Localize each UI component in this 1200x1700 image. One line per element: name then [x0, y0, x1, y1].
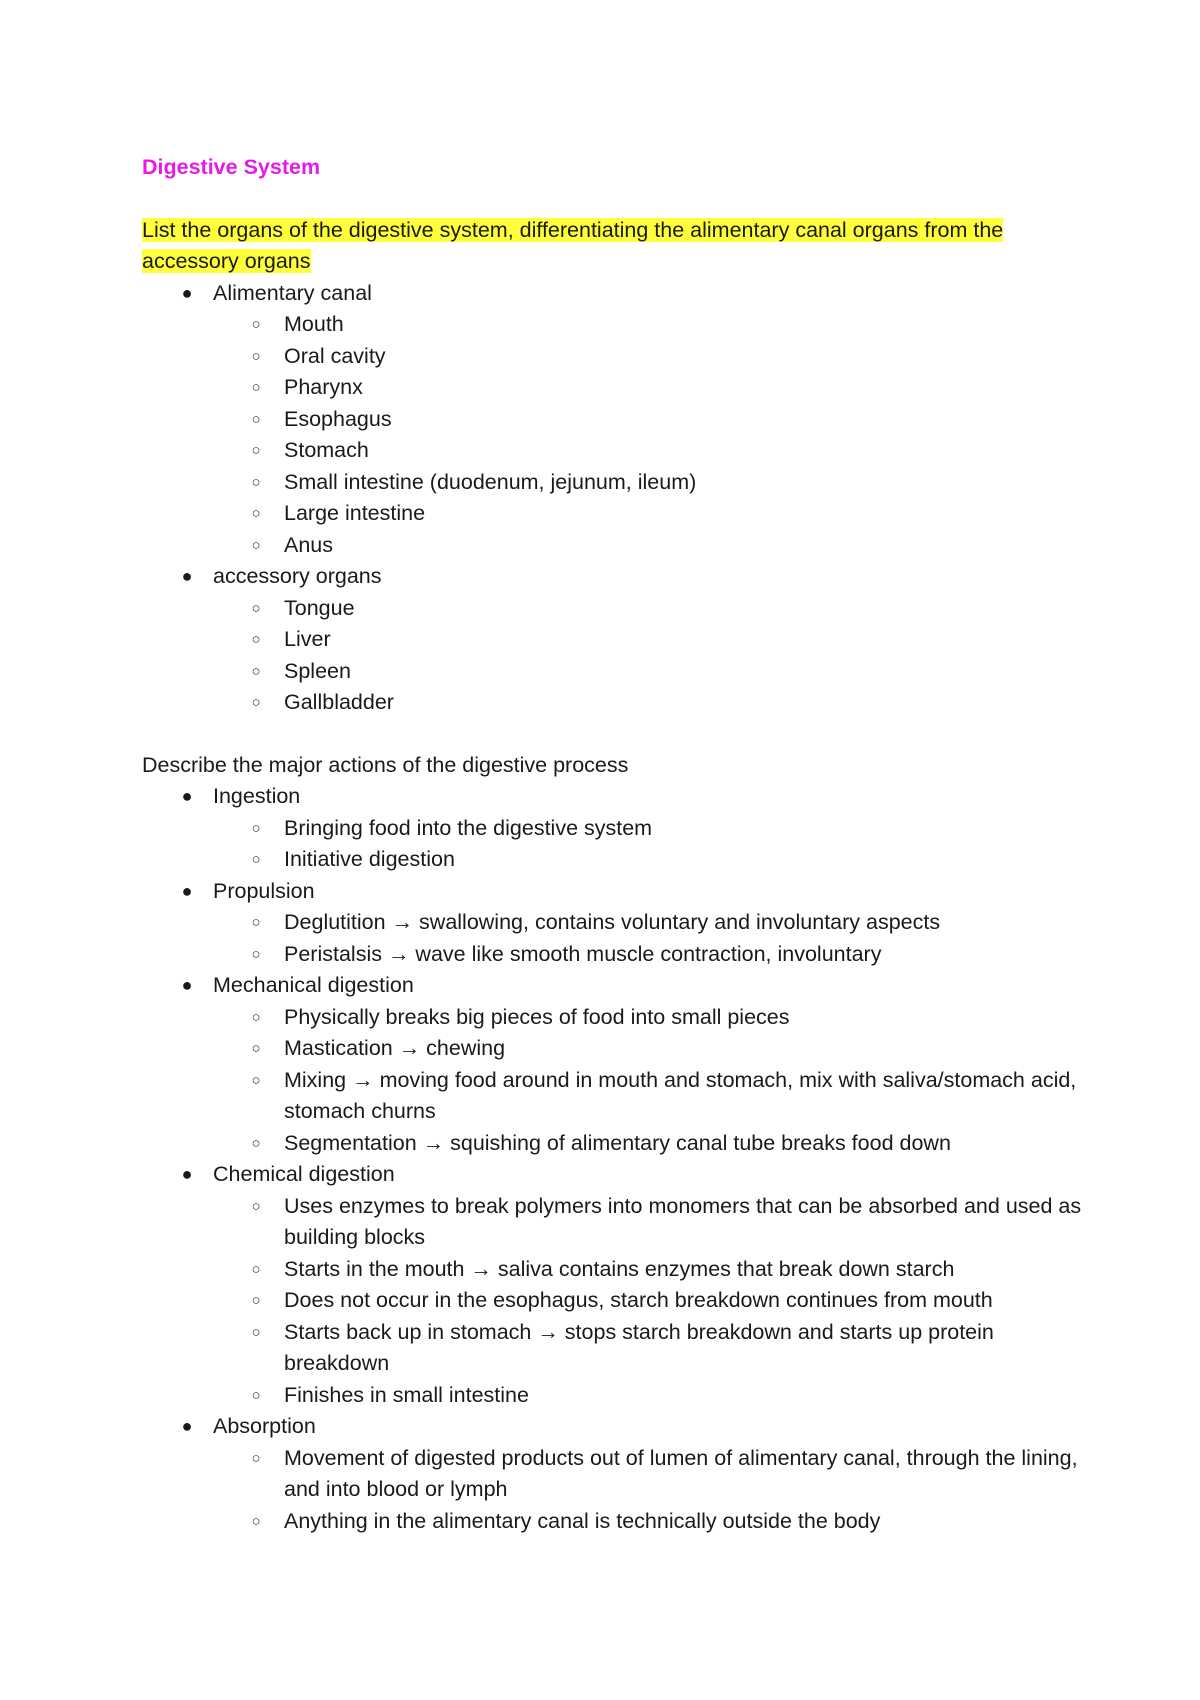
- bullet-icon: ●: [181, 1164, 193, 1184]
- list-item: [251, 624, 1082, 656]
- list-item-group: [181, 561, 1082, 719]
- list-item-group: [181, 876, 1082, 971]
- highlighted-question: List the organs of the digestive system, differentiating the alimentary canal organs from the accessory organs: [142, 217, 1004, 273]
- list-item-text: Deglutition → swallowing, contains voluntary and involuntary aspects: [284, 910, 941, 934]
- group-label: accessory organs: [213, 564, 382, 588]
- hollow-bullet-icon: ○: [251, 442, 261, 459]
- list-item: [251, 1002, 1082, 1034]
- hollow-bullet-icon: ○: [251, 379, 261, 396]
- list-item-text: Mouth: [284, 312, 344, 336]
- list-item-text: Small intestine (duodenum, jejunum, ileum): [284, 469, 697, 494]
- hollow-bullet-icon: ○: [251, 1386, 261, 1404]
- section-organs-question: [142, 215, 1082, 278]
- list-item-text: Liver: [284, 627, 331, 651]
- section-spacer: [142, 719, 1082, 750]
- bullet-icon: ●: [181, 282, 193, 303]
- list-item-text: Starts back up in stomach → stops starch breakdown and starts up protein breakdown: [284, 1319, 994, 1375]
- bullet-icon: ●: [181, 786, 193, 806]
- list-item-text: Mixing → moving food around in mouth and stomach, mix with saliva/stomach acid, stomach churns: [284, 1067, 1077, 1123]
- hollow-bullet-icon: ○: [251, 662, 261, 680]
- group-label: Mechanical digestion: [213, 973, 414, 997]
- hollow-bullet-icon: ○: [251, 1040, 261, 1057]
- list-item: [251, 1191, 1082, 1254]
- group-label: Chemical digestion: [213, 1162, 395, 1186]
- list-item-text: Spleen: [284, 658, 351, 683]
- hollow-bullet-icon: ○: [251, 631, 261, 648]
- hollow-bullet-icon: ○: [251, 1449, 261, 1467]
- list-item: [251, 372, 1082, 404]
- list-item: [251, 1254, 1082, 1286]
- list-item-text: Segmentation → squishing of alimentary canal tube breaks food down: [284, 1130, 951, 1155]
- list-item: [251, 1443, 1082, 1506]
- list-item: [251, 939, 1082, 971]
- list-item-group: [181, 781, 1082, 876]
- hollow-bullet-icon: ○: [251, 1197, 261, 1215]
- hollow-bullet-icon: ○: [251, 1260, 261, 1278]
- list-item: [251, 530, 1082, 562]
- list-item-group: [181, 1411, 1082, 1537]
- list-item-text: Peristalsis → wave like smooth muscle contraction, involuntary: [284, 941, 882, 966]
- document-content: [142, 152, 1082, 1537]
- list-item-text: Large intestine: [284, 501, 426, 525]
- list-item: [251, 813, 1082, 845]
- hollow-bullet-icon: ○: [251, 1134, 261, 1152]
- list-item-text: Does not occur in the esophagus, starch breakdown continues from mouth: [284, 1288, 993, 1312]
- list-item-text: Movement of digested products out of lumen of alimentary canal, through the lining, and into blood or lymph: [284, 1445, 1078, 1501]
- list-item-text: Stomach: [284, 438, 369, 462]
- list-item-group: [181, 1159, 1082, 1411]
- group-label: Absorption: [213, 1414, 316, 1438]
- list-item: [251, 1065, 1082, 1128]
- list-item: [251, 309, 1082, 341]
- page-title: Digestive System: [142, 155, 321, 179]
- sub-list: [213, 593, 1082, 719]
- list-item-text: Physically breaks big pieces of food into small pieces: [284, 1004, 790, 1029]
- list-item: [251, 1285, 1082, 1317]
- list-item: [251, 498, 1082, 530]
- sub-list: [213, 1002, 1082, 1160]
- sub-list: [213, 309, 1082, 561]
- section-organs-list: [142, 278, 1082, 719]
- list-item-group: [181, 278, 1082, 562]
- list-item: [251, 656, 1082, 688]
- bullet-icon: ●: [181, 975, 193, 995]
- group-label: Alimentary canal: [213, 280, 372, 305]
- list-item-text: Pharynx: [284, 375, 363, 399]
- hollow-bullet-icon: ○: [251, 505, 261, 522]
- list-item: [251, 435, 1082, 467]
- list-item: [251, 1317, 1082, 1380]
- hollow-bullet-icon: ○: [251, 1512, 261, 1530]
- list-item-text: Starts in the mouth → saliva contains enzymes that break down starch: [284, 1256, 955, 1281]
- section-organs: [142, 215, 1082, 719]
- bullet-icon: ●: [181, 566, 193, 586]
- hollow-bullet-icon: ○: [251, 536, 261, 554]
- list-item: [251, 687, 1082, 719]
- bullet-icon: ●: [181, 1416, 193, 1436]
- list-item: [251, 467, 1082, 499]
- section-actions: [142, 750, 1082, 1538]
- list-item-text: Finishes in small intestine: [284, 1382, 529, 1407]
- hollow-bullet-icon: ○: [251, 945, 261, 963]
- list-item-text: Tongue: [284, 595, 355, 620]
- list-item-text: Anything in the alimentary canal is technically outside the body: [284, 1508, 881, 1533]
- list-item: [251, 1506, 1082, 1538]
- hollow-bullet-icon: ○: [251, 851, 261, 868]
- sub-list: [213, 813, 1082, 876]
- hollow-bullet-icon: ○: [251, 914, 261, 931]
- hollow-bullet-icon: ○: [251, 473, 261, 491]
- list-item: [251, 907, 1082, 939]
- list-item: [251, 844, 1082, 876]
- hollow-bullet-icon: ○: [251, 1292, 261, 1309]
- bullet-icon: ●: [181, 880, 193, 901]
- list-item-text: Gallbladder: [284, 690, 394, 714]
- list-item-group: [181, 970, 1082, 1159]
- sub-list: [213, 907, 1082, 970]
- hollow-bullet-icon: ○: [251, 819, 261, 837]
- list-item: [251, 1380, 1082, 1412]
- group-label: Ingestion: [213, 784, 301, 808]
- hollow-bullet-icon: ○: [251, 1323, 261, 1341]
- list-item-text: Mastication → chewing: [284, 1036, 506, 1060]
- list-item-text: Initiative digestion: [284, 847, 455, 871]
- hollow-bullet-icon: ○: [251, 410, 261, 428]
- hollow-bullet-icon: ○: [251, 1071, 261, 1089]
- list-item: [251, 593, 1082, 625]
- list-item-text: Oral cavity: [284, 343, 386, 368]
- hollow-bullet-icon: ○: [251, 694, 261, 711]
- sub-list: [213, 1443, 1082, 1538]
- list-item-text: Esophagus: [284, 406, 392, 431]
- list-item-text: Bringing food into the digestive system: [284, 815, 653, 840]
- list-item: [251, 341, 1082, 373]
- section-actions-list: [142, 781, 1082, 1537]
- list-item: [251, 1033, 1082, 1065]
- hollow-bullet-icon: ○: [251, 347, 261, 365]
- hollow-bullet-icon: ○: [251, 316, 261, 333]
- group-label: Propulsion: [213, 878, 315, 903]
- sub-list: [213, 1191, 1082, 1412]
- list-item: [251, 404, 1082, 436]
- hollow-bullet-icon: ○: [251, 599, 261, 617]
- list-item-text: Uses enzymes to break polymers into monomers that can be absorbed and used as building blocks: [284, 1193, 1082, 1249]
- list-item-text: Anus: [284, 532, 334, 557]
- hollow-bullet-icon: ○: [251, 1008, 261, 1026]
- section-actions-question: Describe the major actions of the digestive process: [142, 752, 629, 777]
- list-item: [251, 1128, 1082, 1160]
